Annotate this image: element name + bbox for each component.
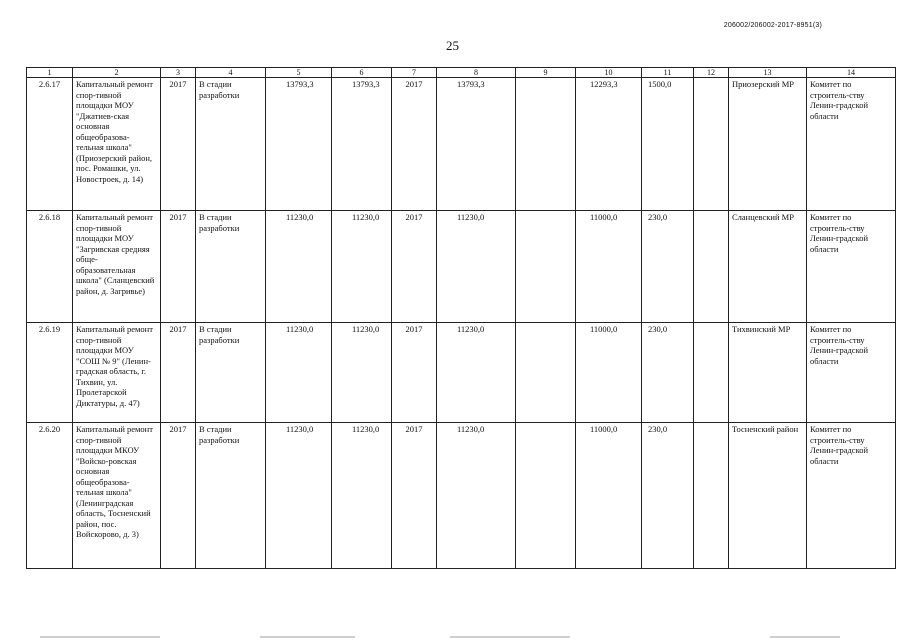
value-col11: 1500,0 <box>642 78 694 211</box>
year: 2017 <box>161 211 196 323</box>
column-header: 6 <box>332 68 392 78</box>
value-col12 <box>694 323 729 423</box>
scan-edge-line <box>260 636 355 638</box>
item-code: 2.6.17 <box>27 78 73 211</box>
status: В стадии разработки <box>196 78 266 211</box>
item-code: 2.6.20 <box>27 423 73 569</box>
table-row <box>27 78 896 211</box>
value-col8: 11230,0 <box>437 211 516 323</box>
district: Тосненский район <box>729 423 807 569</box>
value-col5: 11230,0 <box>266 423 332 569</box>
objects-table <box>26 67 896 569</box>
responsible: Комитет по строитель-ству Ленин-градской области <box>807 78 896 211</box>
year: 2017 <box>161 423 196 569</box>
table-row <box>27 211 896 323</box>
value-col11: 230,0 <box>642 323 694 423</box>
object-name: Капитальный ремонт спор-тивной площадки МОУ "Загривская средняя обще-образовательная школа" (Сланцевский район, д. Загривье) <box>73 211 161 323</box>
district: Тихвинский МР <box>729 323 807 423</box>
value-col11: 230,0 <box>642 423 694 569</box>
table-header-row <box>27 68 896 78</box>
responsible: Комитет по строитель-ству Ленин-градской области <box>807 423 896 569</box>
responsible: Комитет по строитель-ству Ленин-градской области <box>807 323 896 423</box>
value-col6: 11230,0 <box>332 211 392 323</box>
scan-edge-line <box>450 636 570 638</box>
status: В стадии разработки <box>196 323 266 423</box>
district: Приозерский МР <box>729 78 807 211</box>
value-col7: 2017 <box>392 323 437 423</box>
status: В стадии разработки <box>196 211 266 323</box>
value-col9 <box>516 423 576 569</box>
column-header: 1 <box>27 68 73 78</box>
column-header: 13 <box>729 68 807 78</box>
object-name: Капитальный ремонт спор-тивной площадки МОУ "Джатиев-ская основная общеобразова-тельная школа" (Приозерский район, пос. Ромашки, ул. Новостроек, д. 14) <box>73 78 161 211</box>
column-header: 10 <box>576 68 642 78</box>
scan-edge-line <box>770 636 840 638</box>
object-name: Капитальный ремонт спор-тивной площадки МОУ "СОШ № 9" (Ленин-градская область, г. Тихвин, ул. Пролетарской Диктатуры, д. 47) <box>73 323 161 423</box>
page-number: 25 <box>446 38 459 53</box>
column-header: 3 <box>161 68 196 78</box>
value-col6: 13793,3 <box>332 78 392 211</box>
district: Сланцевский МР <box>729 211 807 323</box>
status: В стадии разработки <box>196 423 266 569</box>
value-col7: 2017 <box>392 78 437 211</box>
value-col11: 230,0 <box>642 211 694 323</box>
column-header: 11 <box>642 68 694 78</box>
column-header: 9 <box>516 68 576 78</box>
year: 2017 <box>161 78 196 211</box>
scan-edge-line <box>40 636 160 638</box>
column-header: 8 <box>437 68 516 78</box>
responsible: Комитет по строитель-ству Ленин-градской области <box>807 211 896 323</box>
object-name: Капитальный ремонт спор-тивной площадки МКОУ "Войско-ровская основная общеобразова-тельная школа" (Ленинградская область, Тосненский район, пос. Войскорово, д. 3) <box>73 423 161 569</box>
column-header: 14 <box>807 68 896 78</box>
value-col12 <box>694 78 729 211</box>
table-row <box>27 423 896 569</box>
value-col5: 11230,0 <box>266 323 332 423</box>
item-code: 2.6.18 <box>27 211 73 323</box>
value-col6: 11230,0 <box>332 323 392 423</box>
column-header: 5 <box>266 68 332 78</box>
value-col6: 11230,0 <box>332 423 392 569</box>
column-header: 4 <box>196 68 266 78</box>
column-header: 12 <box>694 68 729 78</box>
value-col5: 13793,3 <box>266 78 332 211</box>
value-col8: 13793,3 <box>437 78 516 211</box>
value-col9 <box>516 323 576 423</box>
value-col10: 11000,0 <box>576 211 642 323</box>
table-row <box>27 323 896 423</box>
value-col9 <box>516 78 576 211</box>
value-col8: 11230,0 <box>437 423 516 569</box>
value-col9 <box>516 211 576 323</box>
value-col7: 2017 <box>392 423 437 569</box>
value-col8: 11230,0 <box>437 323 516 423</box>
value-col12 <box>694 211 729 323</box>
document-id: 206002/206002-2017-8951(3) <box>723 22 822 29</box>
value-col10: 12293,3 <box>576 78 642 211</box>
value-col5: 11230,0 <box>266 211 332 323</box>
column-header: 7 <box>392 68 437 78</box>
value-col10: 11000,0 <box>576 323 642 423</box>
year: 2017 <box>161 323 196 423</box>
value-col7: 2017 <box>392 211 437 323</box>
column-header: 2 <box>73 68 161 78</box>
value-col10: 11000,0 <box>576 423 642 569</box>
item-code: 2.6.19 <box>27 323 73 423</box>
value-col12 <box>694 423 729 569</box>
